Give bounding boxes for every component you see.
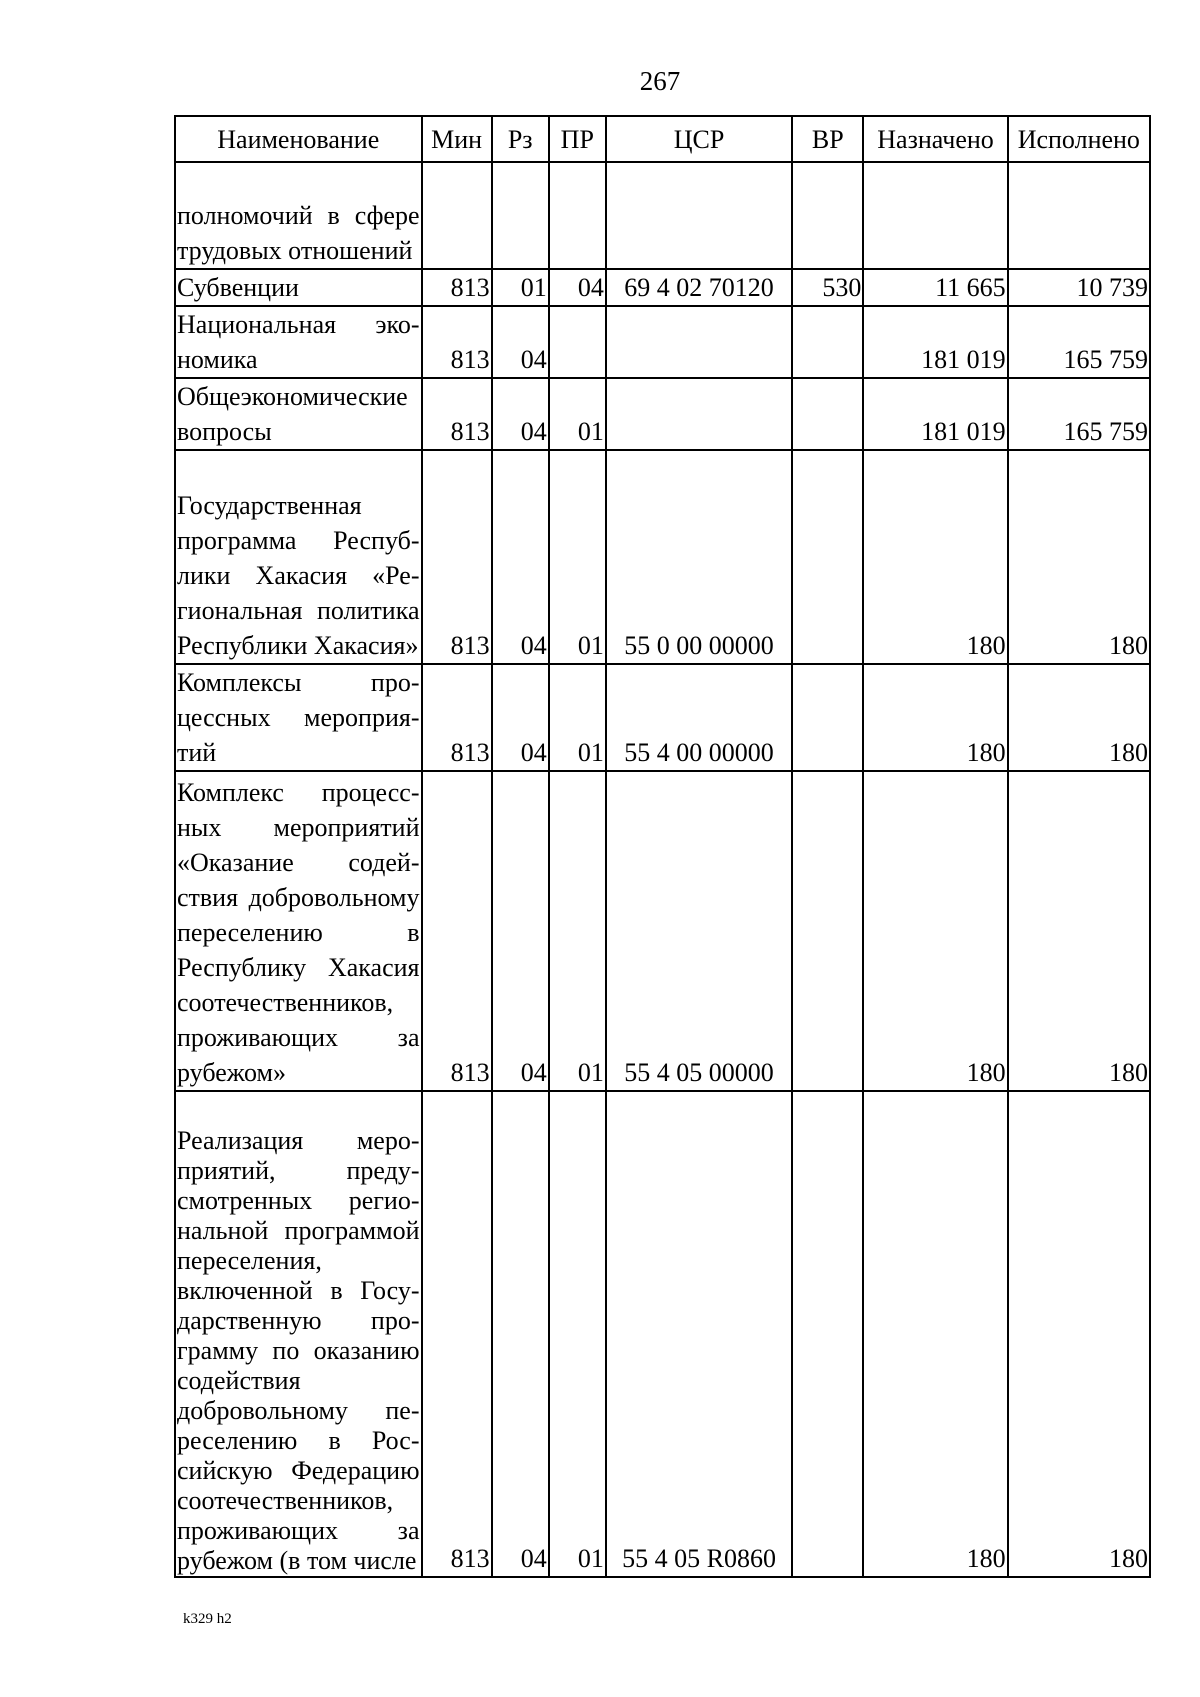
row-csr: 55 0 00 00000	[606, 450, 792, 664]
row-assigned: 181 019	[863, 378, 1007, 450]
row-min: 813	[422, 450, 492, 664]
row-name: Национальная экономика	[175, 306, 422, 378]
row-executed: 165 759	[1008, 378, 1150, 450]
row-executed	[1008, 162, 1150, 269]
column-header-min: Мин	[422, 116, 492, 162]
table-row	[175, 771, 1150, 1091]
row-executed: 180	[1008, 771, 1150, 1091]
footer-code: k329 h2	[183, 1611, 232, 1627]
table-row	[175, 1091, 1150, 1577]
row-assigned: 180	[863, 450, 1007, 664]
column-header-pr: ПР	[549, 116, 606, 162]
row-pr: 01	[549, 1091, 606, 1577]
row-min: 813	[422, 269, 492, 306]
row-vr	[792, 664, 863, 771]
row-pr	[549, 306, 606, 378]
row-name: Субвенции	[175, 269, 422, 306]
row-vr	[792, 378, 863, 450]
row-vr	[792, 1091, 863, 1577]
row-rz: 01	[492, 269, 549, 306]
row-csr: 69 4 02 70120	[606, 269, 792, 306]
row-assigned: 180	[863, 771, 1007, 1091]
row-csr: 55 4 05 00000	[606, 771, 792, 1091]
row-csr	[606, 306, 792, 378]
table-header-row	[175, 116, 1150, 162]
row-name: Общеэкономические вопросы	[175, 378, 422, 450]
row-rz: 04	[492, 1091, 549, 1577]
row-pr: 01	[549, 771, 606, 1091]
row-pr: 04	[549, 269, 606, 306]
row-pr: 01	[549, 450, 606, 664]
table-row	[175, 378, 1150, 450]
row-rz: 04	[492, 306, 549, 378]
row-executed: 165 759	[1008, 306, 1150, 378]
row-vr: 530	[792, 269, 863, 306]
row-csr: 55 4 05 R0860	[606, 1091, 792, 1577]
row-csr	[606, 162, 792, 269]
row-assigned: 180	[863, 664, 1007, 771]
page-number: 267	[639, 66, 681, 96]
column-header-executed: Исполнено	[1008, 116, 1150, 162]
row-rz: 04	[492, 771, 549, 1091]
budget-table	[174, 115, 1151, 1578]
row-vr	[792, 306, 863, 378]
row-min: 813	[422, 771, 492, 1091]
row-rz: 04	[492, 378, 549, 450]
table-row	[175, 269, 1150, 306]
row-name: полномочий в сфере трудовых отношений	[175, 162, 422, 269]
row-executed: 10 739	[1008, 269, 1150, 306]
row-rz	[492, 162, 549, 269]
row-rz: 04	[492, 450, 549, 664]
row-pr: 01	[549, 378, 606, 450]
table-row	[175, 664, 1150, 771]
row-min: 813	[422, 1091, 492, 1577]
column-header-csr: ЦСР	[606, 116, 792, 162]
row-vr	[792, 162, 863, 269]
column-header-rz: Рз	[492, 116, 549, 162]
row-pr: 01	[549, 664, 606, 771]
table-row	[175, 306, 1150, 378]
row-name: Государственная программа Республики Хакасия «Региональная политика Республики Хакасия»	[175, 450, 422, 664]
row-assigned: 11 665	[863, 269, 1007, 306]
row-min: 813	[422, 378, 492, 450]
row-vr	[792, 771, 863, 1091]
row-csr: 55 4 00 00000	[606, 664, 792, 771]
row-executed: 180	[1008, 664, 1150, 771]
column-header-assigned: Назначено	[863, 116, 1007, 162]
row-assigned: 181 019	[863, 306, 1007, 378]
row-rz: 04	[492, 664, 549, 771]
row-name: Реализация мероприятий, предусмотренных региональной программой переселения, включенной в Государственную программу по оказанию содействия добровольному переселению в Российскую Федерацию соотечественников, проживающих за рубежом (в том числе	[175, 1091, 422, 1577]
row-csr	[606, 378, 792, 450]
row-min: 813	[422, 306, 492, 378]
row-min: 813	[422, 664, 492, 771]
row-executed: 180	[1008, 450, 1150, 664]
table-row	[175, 162, 1150, 269]
row-name: Комплексы процессных мероприятий	[175, 664, 422, 771]
row-executed: 180	[1008, 1091, 1150, 1577]
column-header-vr: ВР	[792, 116, 863, 162]
row-pr	[549, 162, 606, 269]
row-assigned	[863, 162, 1007, 269]
row-min	[422, 162, 492, 269]
table-row	[175, 450, 1150, 664]
column-header-name: Наименование	[175, 116, 422, 162]
row-vr	[792, 450, 863, 664]
row-assigned: 180	[863, 1091, 1007, 1577]
row-name: Комплекс процессных мероприятий «Оказание содействия добровольному переселению в Республику Хакасия соотечественников, проживающих за рубежом»	[175, 771, 422, 1091]
